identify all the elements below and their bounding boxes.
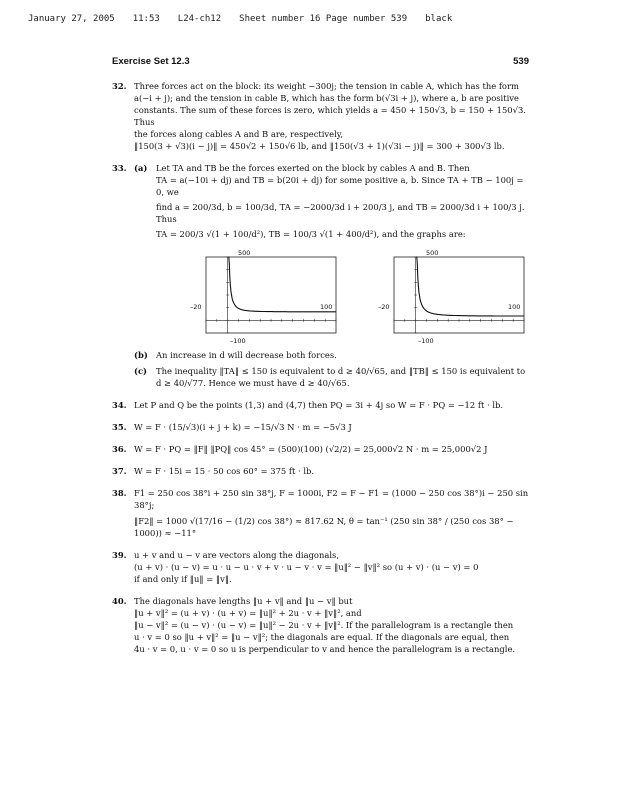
header-sheet: Sheet number 16 Page number 539 — [239, 14, 408, 24]
y-top-label: 500 — [238, 249, 251, 257]
y-bottom-label: –100 — [230, 337, 246, 345]
header-time: 11:53 — [132, 14, 160, 24]
header-date: January 27, 2005 — [28, 14, 115, 24]
graph-ta — [190, 249, 346, 345]
part-c: (c) The inequality ‖TA‖ ≤ 150 is equivalent to d ≥ 40/√65, and ‖TB‖ ≤ 150 is equivalent to d ≥ 40/√77. Hence we must have d ≥ 40/√65. — [134, 366, 526, 388]
running-head — [112, 56, 529, 67]
solutions — [112, 80, 532, 665]
part-b: (b) An increase in d will decrease both forces. — [134, 350, 337, 360]
page-number: 539 — [513, 56, 529, 67]
force-graphs — [190, 249, 534, 345]
problem-34: 34. Let P and Q be the points (1,3) and (4,7) then PQ = 3i + 4j so W = F · PQ = −12 ft · lb. — [112, 400, 504, 410]
problem-39: 39. u + v and u − v are vectors along the diagonals, (u + v) · (u − v) = u · u − u · v + v · u − v · v = ‖u‖² − ‖v‖² so (u + v) · (u − v) = 0 if and only if ‖u‖ = ‖v‖. — [112, 550, 479, 584]
part-a: (a) Let TA and TB be the forces exerted on the block by cables A and B. Then TA = a(−10i + dj) and TB = b(20i + dj) for some positive a, b. Since TA + TB − 100j = 0, we find a = 200/3d, b = 100/3d, TA = −2000/3d i + 200/3 j, and TB = 2000/3d i + 100/3 j. Thus TA = 200/3 √(1 + 100/d²), TB = 100/3 √(1 + 400/d²), and the graphs are: — [134, 163, 525, 239]
section-title: Exercise Set 12.3 — [112, 56, 190, 67]
header-color: black — [425, 14, 453, 24]
x-left-label: –20 — [190, 303, 202, 311]
graph-ta-plot — [196, 249, 346, 341]
problem-37: 37. W = F · 15i = 15 · 50 cos 60° = 375 ft · lb. — [112, 466, 315, 476]
x-right-label: 100 — [508, 303, 521, 311]
graph-tb-plot — [384, 249, 534, 341]
problem-40: 40. The diagonals have lengths ‖u + v‖ and ‖u − v‖ but ‖u + v‖² = (u + v) · (u + v) = ‖u‖² + 2u · v + ‖v‖², and ‖u − v‖² = (u − v) · (u − v) = ‖u‖² − 2u · v + ‖v‖². If the parallelogram is a rectangle then u · v = 0 so ‖u + v‖² = ‖u − v‖²; the diagonals are equal. If the diagonals are equal, then 4u · v = 0, u · v = 0 so u is perpendicular to v and hence the parallelogram is a rectangle. — [112, 596, 516, 654]
y-bottom-label: –100 — [418, 337, 434, 345]
problem-32: 32. Three forces act on the block: its weight −300j; the tension in cable A, which has the form a(−i + j); and the tension in cable B, which has the form b(√3i + j), where a, b are positive constants. The sum of these forces is zero, which yields a = 450 + 150√3, b = 150 + 150√3. Thus the forces along cables A and B are, respectively, ‖150(3 + √3)(i − j)‖ = 450√2 + 150√6 lb, and ‖150(√3 + 1)(√3i − j)‖ = 300 + 300√3 lb. — [112, 81, 526, 151]
print-header — [28, 14, 452, 24]
problem-36: 36. W = F · PQ = ‖F‖ ‖PQ‖ cos 45° = (500)(100) (√2/2) = 25,000√2 N · m = 25,000√2 J — [112, 444, 488, 454]
header-file: L24-ch12 — [177, 14, 222, 24]
y-top-label: 500 — [426, 249, 439, 257]
graph-tb — [378, 249, 534, 345]
problem-38: 38. F1 = 250 cos 38°i + 250 sin 38°j, F = 1000i, F2 = F − F1 = (1000 − 250 cos 38°)i − 250 sin 38°j; ‖F2‖ = 1000 √(17/16 − (1/2) cos 38°) ≈ 817.62 N, θ = tan⁻¹ (250 sin 38° / (250 cos 38° − 1000)) ≈ −11° — [112, 488, 529, 538]
x-right-label: 100 — [320, 303, 333, 311]
x-left-label: –20 — [378, 303, 390, 311]
problem-33: 33. (a) Let TA and TB be the forces exerted on the block by cables A and B. Then TA = a(−10i + dj) and TB = b(20i + dj) for some positive a, b. Since TA + TB − 100j = 0, we find a = 200/3d, b = 100/3d, TA = −2000/3d i + 200/3 j, and TB = 2000/3d i + 100/3 j. Thus TA = 200/3 √(1 + 100/d²), TB = 100/3 √(1 + 400/d²), and the graphs are: 500 –20 100 –100 500 –20 100 –100 (b) An increase in d will decrease both forces. (c) The inequality ‖TA‖ ≤ 150 is equivalent to d ≥ 40/√65, and ‖TB‖ ≤ 150 is equivalent to d ≥ 40/√77. Hence we must have d ≥ 40/√65. — [112, 162, 532, 389]
problem-35: 35. W = F · (15/√3)(i + j + k) = −15/√3 N · m = −5√3 J — [112, 422, 352, 432]
